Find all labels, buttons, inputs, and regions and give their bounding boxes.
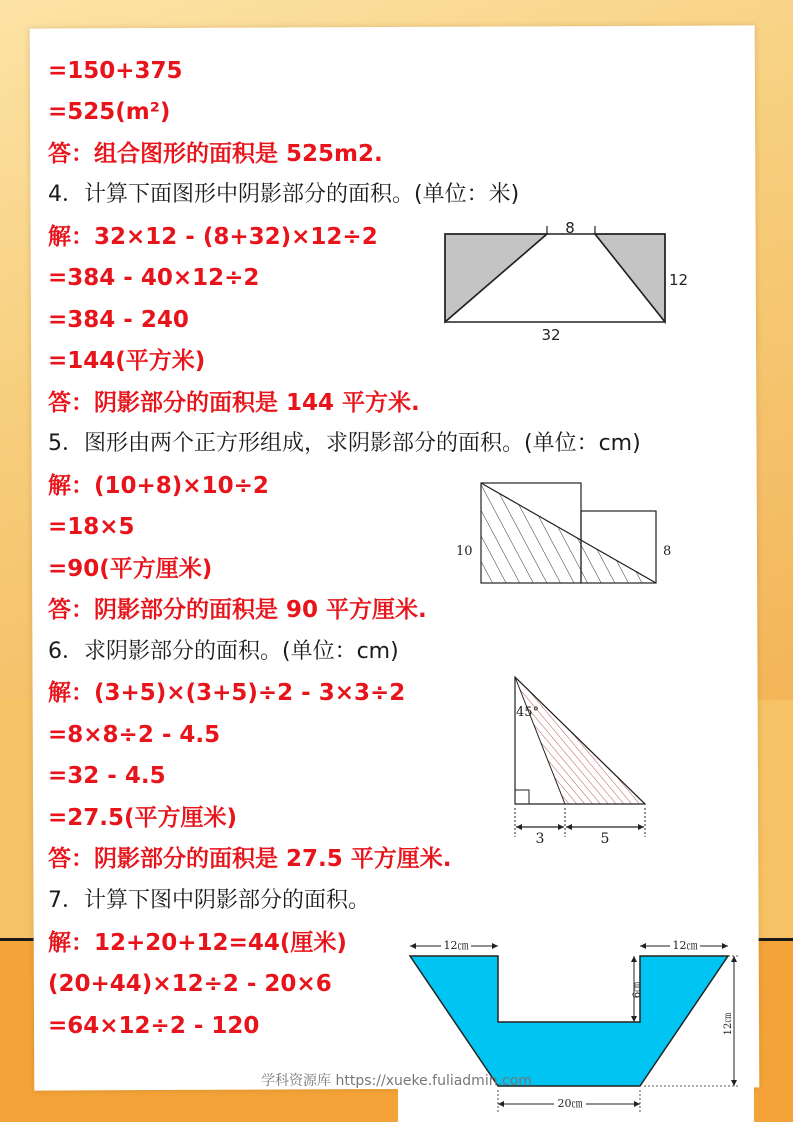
solution-line: =525(m²) [48,99,171,125]
solution-line: =384 - 40×12÷2 [48,265,260,291]
label-depth: 6㎝ [632,981,643,999]
label-32: 32 [541,326,561,344]
solution-line: =27.5(平方厘米) [48,805,238,831]
solution-line: (20+44)×12÷2 - 20×6 [48,971,332,997]
solution-line: 解：12+20+12=44(厘米) [48,930,347,956]
label-bottom: 20㎝ [557,1097,583,1110]
figure-6-triangle [505,672,655,852]
solution-line: =18×5 [48,514,135,540]
solution-line: =150+375 [48,58,183,84]
solution-line: =8×8÷2 - 4.5 [48,722,221,748]
label-10: 10 [456,544,473,559]
solution-line: =32 - 4.5 [48,763,166,789]
label-3: 3 [535,831,545,847]
figure-5-two-squares [450,478,680,590]
solution-line: 答：组合图形的面积是 525m2. [48,141,383,167]
label-top-left: 12㎝ [443,939,469,952]
angle-label: 45° [516,705,540,720]
label-12: 12 [669,271,689,289]
solution-line: 答：阴影部分的面积是 144 平方米. [48,390,420,416]
solution-line: 答：阴影部分的面积是 27.5 平方厘米. [48,846,452,872]
solution-line: =90(平方厘米) [48,556,213,582]
question-line: 6．求阴影部分的面积。(单位：cm) [48,639,399,664]
solution-line: =144(平方米) [48,348,206,374]
solution-line: 解：(10+8)×10÷2 [48,473,269,499]
solution-line: 解：32×12 - (8+32)×12÷2 [48,224,378,250]
solution-line: 解：(3+5)×(3+5)÷2 - 3×3÷2 [48,680,406,706]
question-line: 7．计算下图中阴影部分的面积。 [48,888,370,913]
label-8: 8 [565,219,575,237]
figure-7-trapezoid [398,934,754,1122]
solution-line: =64×12÷2 - 120 [48,1013,260,1039]
question-line: 5．图形由两个正方形组成，求阴影部分的面积。(单位：cm) [48,431,641,456]
solution-line: 答：阴影部分的面积是 90 平方厘米. [48,597,427,623]
right-angle-mark [515,790,529,804]
watermark-footer: 学科资源库 https://xueke.fuliadmin.com [261,1073,532,1089]
solution-line: =384 - 240 [48,307,189,333]
label-8: 8 [663,544,672,559]
label-top-right: 12㎝ [672,939,698,952]
figure-4-rectangle [440,214,700,349]
label-5: 5 [600,831,610,847]
label-height: 12㎝ [723,1012,734,1036]
question-line: 4．计算下面图形中阴影部分的面积。(单位：米) [48,182,520,207]
